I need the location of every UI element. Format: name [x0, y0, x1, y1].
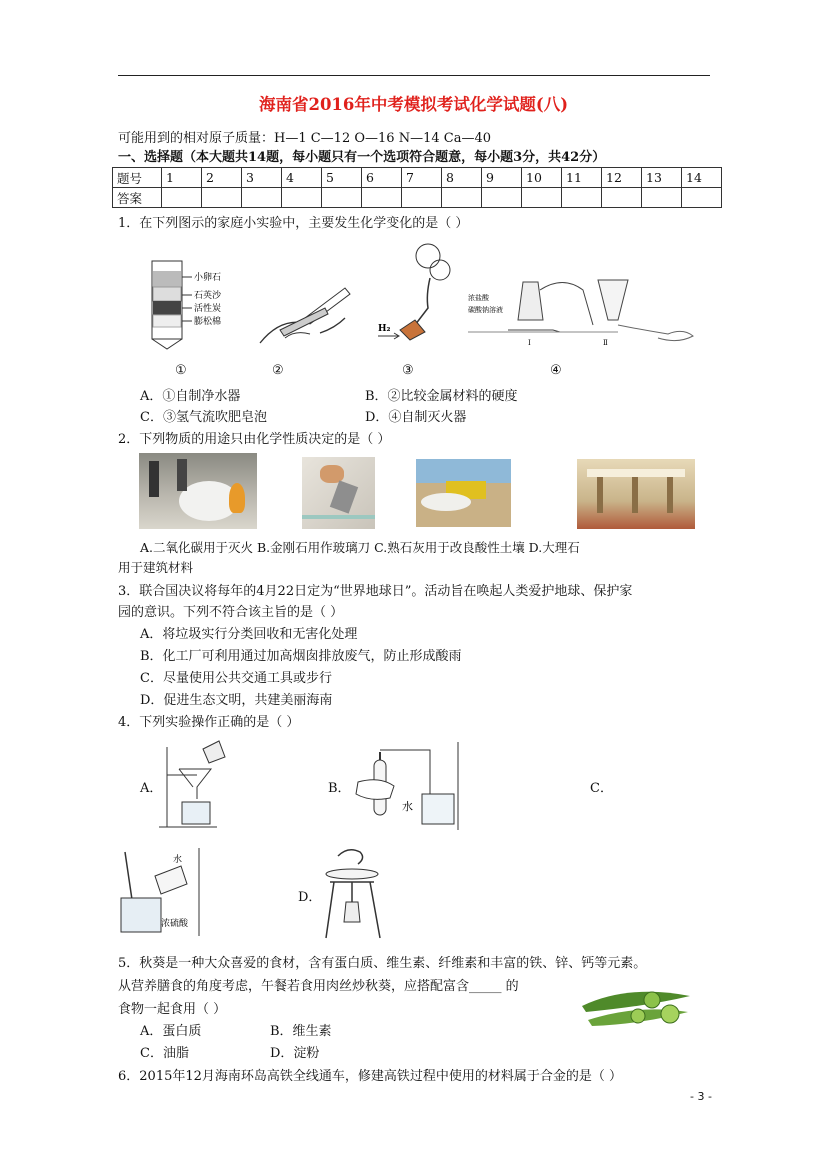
table-row [113, 168, 722, 188]
q5-option-a[interactable]: A．蛋白质 [140, 1024, 202, 1039]
metal-hardness-figure [250, 278, 360, 353]
table-cell: 7 [402, 168, 442, 188]
fire-extinguisher-figure [468, 270, 698, 355]
label-conc-acid: 浓硫酸 [161, 919, 189, 929]
q3-stem-1: 3．联合国决议将每年的4月22日定为“世界地球日”。活动旨在唤起人类爱护地球、保护家 [118, 584, 633, 599]
evaporation-figure [318, 842, 388, 942]
table-cell: 13 [642, 168, 682, 188]
co2-fire-photo [139, 453, 257, 529]
answer-cell[interactable] [682, 188, 722, 208]
circle-num-1: ① [175, 363, 187, 378]
label-carbon: 活性炭 [194, 304, 222, 314]
q5-stem-1: 5．秋葵是一种大众喜爱的食材，含有蛋白质、维生素、纤维素和丰富的铁、锌、钙等元素。 [118, 956, 647, 971]
q3-stem-2: 园的意识。下列不符合该主旨的是（ ） [118, 605, 344, 620]
circle-num-2: ② [272, 363, 284, 378]
answer-cell[interactable] [442, 188, 482, 208]
answer-cell[interactable] [362, 188, 402, 208]
q1-option-c[interactable]: C．③氢气流吹肥皂泡 [140, 410, 267, 425]
answer-cell[interactable] [602, 188, 642, 208]
section-heading: 一、选择题（本大题共14题，每小题只有一个选项符合题意，每小题3分，共42分） [118, 150, 606, 165]
table-cell: 14 [682, 168, 722, 188]
table-cell: 9 [482, 168, 522, 188]
q5-option-d[interactable]: D．淀粉 [270, 1046, 320, 1061]
q5-option-c[interactable]: C．油脂 [140, 1046, 189, 1061]
label-I: Ⅰ [528, 339, 531, 347]
answer-cell[interactable] [242, 188, 282, 208]
circle-num-4: ④ [550, 363, 562, 378]
label-h2: H₂ [378, 324, 391, 334]
header-rule [118, 75, 710, 76]
table-cell: 3 [242, 168, 282, 188]
answer-cell[interactable] [322, 188, 362, 208]
table-cell: 答案 [113, 188, 162, 208]
q5-stem-3: 食物一起食用（ ） [118, 1002, 227, 1017]
q3-option-d[interactable]: D．促进生态文明，共建美丽海南 [140, 693, 333, 708]
water-filter-figure [140, 255, 240, 355]
q2-options[interactable]: A.二氧化碳用于灭火 B.金刚石用作玻璃刀 C.熟石灰用于改良酸性土壤 D.大理石 [140, 540, 580, 555]
filtration-figure [157, 737, 227, 832]
q1-option-b[interactable]: B．②比较金属材料的硬度 [365, 389, 518, 404]
q6-stem: 6．2015年12月海南环岛高铁全线通车，修建高铁过程中使用的材料属于合金的是（ ） [118, 1069, 623, 1084]
page-title: 海南省2016年中考模拟考试化学试题(八) [258, 95, 569, 114]
table-cell: 4 [282, 168, 322, 188]
hydrogen-bubble-figure [370, 240, 460, 355]
table-cell: 5 [322, 168, 362, 188]
answer-cell[interactable] [202, 188, 242, 208]
q2-options-cont: 用于建筑材料 [118, 560, 194, 575]
label-water: 水 [402, 800, 413, 813]
q3-option-a[interactable]: A．将垃圾实行分类回收和无害化处理 [140, 627, 358, 642]
lime-field-photo [416, 459, 511, 527]
atomic-masses: 可能用到的相对原子质量：H—1 C—12 O—16 N—14 Ca—40 [118, 131, 491, 146]
label-II: Ⅱ [603, 339, 608, 347]
q3-option-b[interactable]: B．化工厂可利用通过加高烟囱排放废气，防止形成酸雨 [140, 649, 462, 664]
table-cell: 8 [442, 168, 482, 188]
table-cell: 11 [562, 168, 602, 188]
answer-cell[interactable] [402, 188, 442, 208]
q5-option-b[interactable]: B．维生素 [270, 1024, 332, 1039]
acid-dilution-figure [115, 848, 205, 938]
label-soda: 碳酸钠溶液 [468, 306, 503, 314]
diamond-cutter-photo [302, 457, 375, 529]
q1-option-a[interactable]: A．①自制净水器 [140, 389, 241, 404]
q1-option-d[interactable]: D．④自制灭火器 [365, 410, 467, 425]
q2-stem: 2．下列物质的用途只由化学性质决定的是（ ） [118, 432, 391, 447]
answer-cell[interactable] [282, 188, 322, 208]
label-acid: 浓盐酸 [468, 294, 489, 302]
q4-label-d[interactable]: D． [298, 890, 322, 905]
table-cell: 题号 [113, 168, 162, 188]
table-cell: 10 [522, 168, 562, 188]
table-cell: 12 [602, 168, 642, 188]
table-cell: 1 [162, 168, 202, 188]
q5-stem-2: 从营养膳食的角度考虑，午餐若食用肉丝炒秋葵，应搭配富含_____ 的 [118, 979, 519, 994]
table-cell: 6 [362, 168, 402, 188]
airtight-check-figure [350, 742, 460, 832]
answer-cell[interactable] [562, 188, 602, 208]
label-stone: 小卵石 [194, 273, 222, 283]
marble-hall-photo [577, 459, 695, 529]
answer-cell[interactable] [522, 188, 562, 208]
table-row [113, 188, 722, 208]
page-number: - 3 - [690, 1090, 712, 1103]
q4-label-a[interactable]: A． [140, 781, 163, 796]
q4-label-c[interactable]: C． [590, 781, 613, 796]
table-cell: 2 [202, 168, 242, 188]
q1-stem: 1．在下列图示的家庭小实验中，主要发生化学变化的是（ ） [118, 216, 469, 231]
circle-num-3: ③ [402, 363, 414, 378]
label-cotton: 膨松棉 [194, 317, 222, 327]
label-sand: 石英沙 [194, 291, 222, 301]
answer-cell[interactable] [162, 188, 202, 208]
answer-cell[interactable] [642, 188, 682, 208]
q4-label-b[interactable]: B． [328, 781, 351, 796]
q4-stem: 4．下列实验操作正确的是（ ） [118, 715, 300, 730]
okra-photo [578, 976, 696, 1038]
answer-table [112, 167, 722, 208]
answer-cell[interactable] [482, 188, 522, 208]
label-water2: 水 [173, 855, 183, 865]
q3-option-c[interactable]: C．尽量使用公共交通工具或步行 [140, 671, 332, 686]
